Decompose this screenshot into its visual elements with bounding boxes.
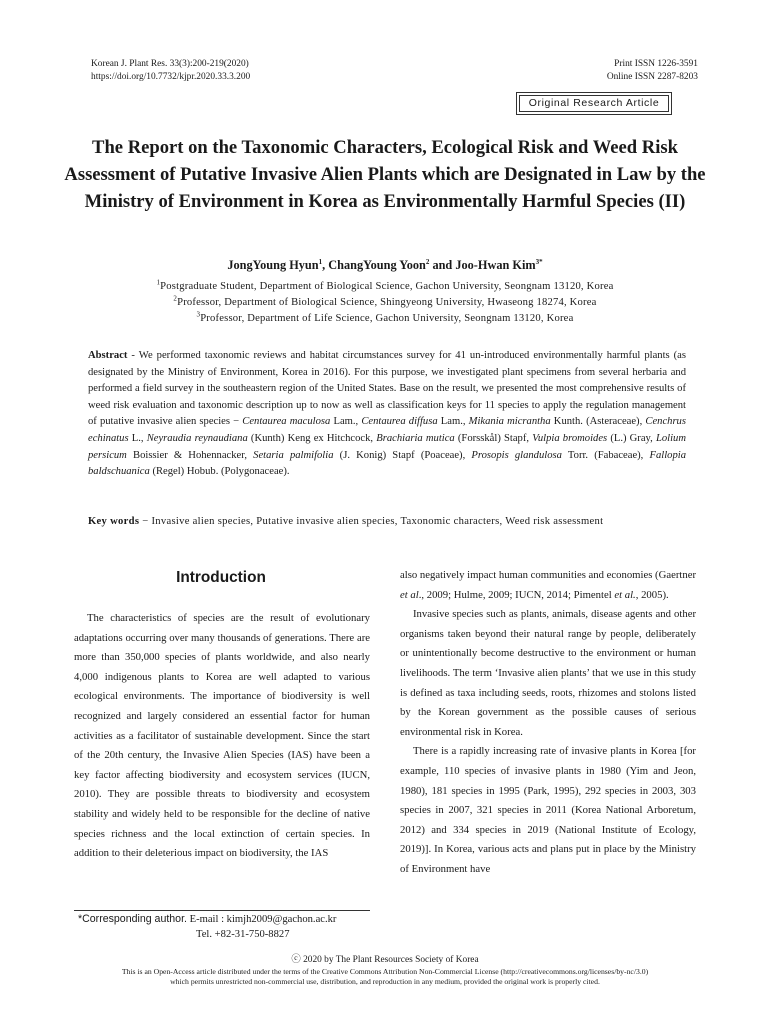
text-run: Lam., bbox=[437, 416, 469, 428]
article-title: The Report on the Taxonomic Characters, Ecological Risk and Weed Risk Assessment of Putative Invasive Alien Plants which are Designated in Law by the Ministry of Environment in Korea as Environmentally Harmful Species (II) bbox=[64, 137, 706, 212]
text-run: (L.) Gray, bbox=[607, 432, 656, 444]
left-column bbox=[74, 609, 370, 864]
issn-header bbox=[607, 58, 698, 83]
keywords-dash: − bbox=[139, 516, 152, 527]
abstract bbox=[88, 348, 686, 481]
italic-term: Fallopia baldschuanica bbox=[88, 449, 686, 478]
affiliation-list bbox=[60, 279, 710, 327]
author-affiliation-mark: 3* bbox=[535, 257, 543, 266]
license-line: which permits unrestricted non-commercial use, distribution, and reproduction in any medium, provided the original work is properly cited. bbox=[170, 977, 600, 986]
affiliation-mark: 3 bbox=[196, 310, 201, 319]
text-run: L., bbox=[128, 432, 147, 444]
intro-paragraph-3: There is a rapidly increasing rate of invasive plants in Korea [for example, 110 species of invasive plants in 1980 (Yim and Jeon, 1980), 181 species in 1995 (Park, 1995), 292 species in 2003, 303 species in 2007, 321 species in 2011 (Korea National Arboretum, 2012) and 334 species in 2019 (National Institute of Ecology, 2019)]. In Korea, various acts and plans put in place by the Ministry of Environment have bbox=[400, 745, 696, 875]
italic-term: Prosopis glandulosa bbox=[471, 449, 562, 461]
text-run: Torr. (Fabaceae), bbox=[561, 449, 650, 461]
article-type-badge: Original Research Article bbox=[519, 95, 669, 112]
abstract-label: Abstract bbox=[88, 350, 128, 361]
text-run: (Kunth) Keng ex Hitchcock, bbox=[247, 432, 377, 444]
corresponding-author bbox=[78, 912, 378, 942]
italic-term: Neyraudia reynaudiana bbox=[146, 432, 248, 444]
copyright-notice: ⓒ 2020 by The Plant Resources Society of Korea bbox=[291, 955, 479, 965]
intro-paragraph-cont bbox=[400, 566, 696, 605]
keywords-text: Invasive alien species, Putative invasive alien species, Taxonomic characters, Weed risk assessment bbox=[151, 516, 604, 527]
text-run: also negatively impact human communities and economies (Gaertner bbox=[400, 569, 696, 581]
footnote-rule bbox=[74, 910, 370, 911]
text-run: Kunth. (Asteraceae), bbox=[550, 416, 646, 428]
keywords-label: Key words bbox=[88, 516, 140, 527]
italic-term: Brachiaria mutica bbox=[376, 432, 455, 444]
author-name: ChangYoung Yoon bbox=[328, 258, 426, 272]
print-issn: Print ISSN 1226-3591 bbox=[614, 59, 698, 69]
license-notice bbox=[40, 967, 730, 987]
italic-term: Vulpia bromoides bbox=[532, 432, 608, 444]
italic-term: Centaurea maculosa bbox=[242, 416, 331, 428]
corresponding-email[interactable]: E-mail : kimjh2009@gachon.ac.kr bbox=[186, 914, 337, 925]
text-run: (Forsskål) Stapf, bbox=[454, 432, 533, 444]
italic-term: et al bbox=[400, 588, 419, 601]
keywords bbox=[88, 516, 708, 527]
italic-term: Cenchrus echinatus bbox=[88, 416, 686, 444]
text-run: , 2005). bbox=[635, 588, 669, 601]
affiliation-mark: 1 bbox=[156, 278, 161, 287]
journal-header bbox=[91, 58, 250, 83]
author-affiliation-mark: 1 bbox=[318, 257, 323, 266]
corresponding-tel: Tel. +82-31-750-8827 bbox=[196, 929, 290, 940]
intro-paragraph-1: The characteristics of species are the result of evolutionary adaptations occurring over many thousands of generations. There are more than 350,000 species of plants worldwide, and also nearly 4,000 indigenous plants to Korea are well adapted to various ecological environments. The importance of biodiversity is well recognized and largely considered an essential factor for human activities as a facilitator of sustainable development. Since the start of the 20th century, the Invasive Alien Species (IAS) have been a key factor affecting biodiversity and ecosystem services (IUCN, 2010). They are possible threats to biodiversity and ecosystem stability and widely held to be responsible for the decline of native species richness and the local extinction of certain species. In addition to their deleterious impact on biodiversity, the IAS bbox=[74, 612, 370, 860]
author-list: JongYoung Hyun$^1$, ChangYoung Yoon$^2$ and Joo-Hwan Kim$^{3*}$ bbox=[227, 257, 543, 272]
affiliation-mark: 2 bbox=[173, 294, 178, 303]
online-issn: Online ISSN 2287-8203 bbox=[606, 71, 698, 82]
affiliation: $^3$Professor, Department of Life Science, Gachon University, Seongnam 13120, Korea bbox=[196, 310, 574, 324]
text-run: Boissier & Hohennacker, bbox=[126, 449, 254, 461]
text-run: Lam., bbox=[330, 416, 362, 428]
italic-term: Lolium persicum bbox=[88, 432, 686, 461]
italic-term: Centaurea diffusa bbox=[361, 416, 438, 428]
corresponding-label: *Corresponding author. bbox=[78, 913, 187, 925]
right-column bbox=[400, 566, 696, 880]
author-name: JongYoung Hyun bbox=[227, 258, 319, 272]
italic-term: Mikania micrantha bbox=[468, 416, 551, 428]
journal-citation: Korean J. Plant Res. 33(3):200-219(2020) bbox=[91, 59, 249, 69]
author-name: Joo-Hwan Kim bbox=[455, 258, 536, 272]
italic-term: Setaria palmifolia bbox=[253, 449, 334, 461]
license-line: This is an Open-Access article distributed under the terms of the Creative Commons Attribution Non-Commercial License (http://creativecommons.org/licenses/by-nc/3.0) bbox=[121, 967, 649, 976]
abstract-body: We performed taxonomic reviews and habitat circumstances survey for 41 un-introduced environmentally harmful plants (as designated by the Ministry of Environment, Korea in 2016). For this purpose, we investigated plant specimens from several herbaria and performed a field survey in the southeastern region of the United States. Base on the result, we presented the most comprehensive results of weed risk evaluation and taxonomic description up to now as well as classification keys for 11 species to apply the regulation management of putative invasive alien species − bbox=[88, 350, 686, 428]
affiliation: $^2$Professor, Department of Biological Science, Shingyeong University, Hwaseong 18274, Korea bbox=[173, 294, 597, 308]
text-run: ., 2009; Hulme, 2009; IUCN, 2014; Pimentel bbox=[418, 588, 615, 601]
affiliation: $^1$Postgraduate Student, Department of Biological Science, Gachon University, Seongnam 13120, Korea bbox=[156, 278, 614, 292]
doi-link[interactable]: https://doi.org/10.7732/kjpr.2020.33.3.200 bbox=[91, 71, 251, 82]
author-affiliation-mark: 2 bbox=[425, 257, 430, 266]
italic-term: et al. bbox=[614, 588, 636, 601]
intro-paragraph-2: Invasive species such as plants, animals, disease agents and other organisms taken beyond their natural range by people, deliberately or unintentionally become destructive to the environment or human livelihoods. The term ‘Invasive alien plants’ that we use in this study is defined as taxa including seeds, roots, rhizomes and stolons listed by the Korean government as the possible causes of serious environmental risk in Korea. bbox=[400, 608, 696, 738]
text-run: (Regel) Hobub. (Polygonaceae). bbox=[149, 466, 290, 478]
text-run: (J. Konig) Stapf (Poaceae), bbox=[333, 449, 472, 461]
abstract-dash: - bbox=[127, 350, 139, 361]
section-heading-introduction: Introduction bbox=[176, 569, 266, 586]
